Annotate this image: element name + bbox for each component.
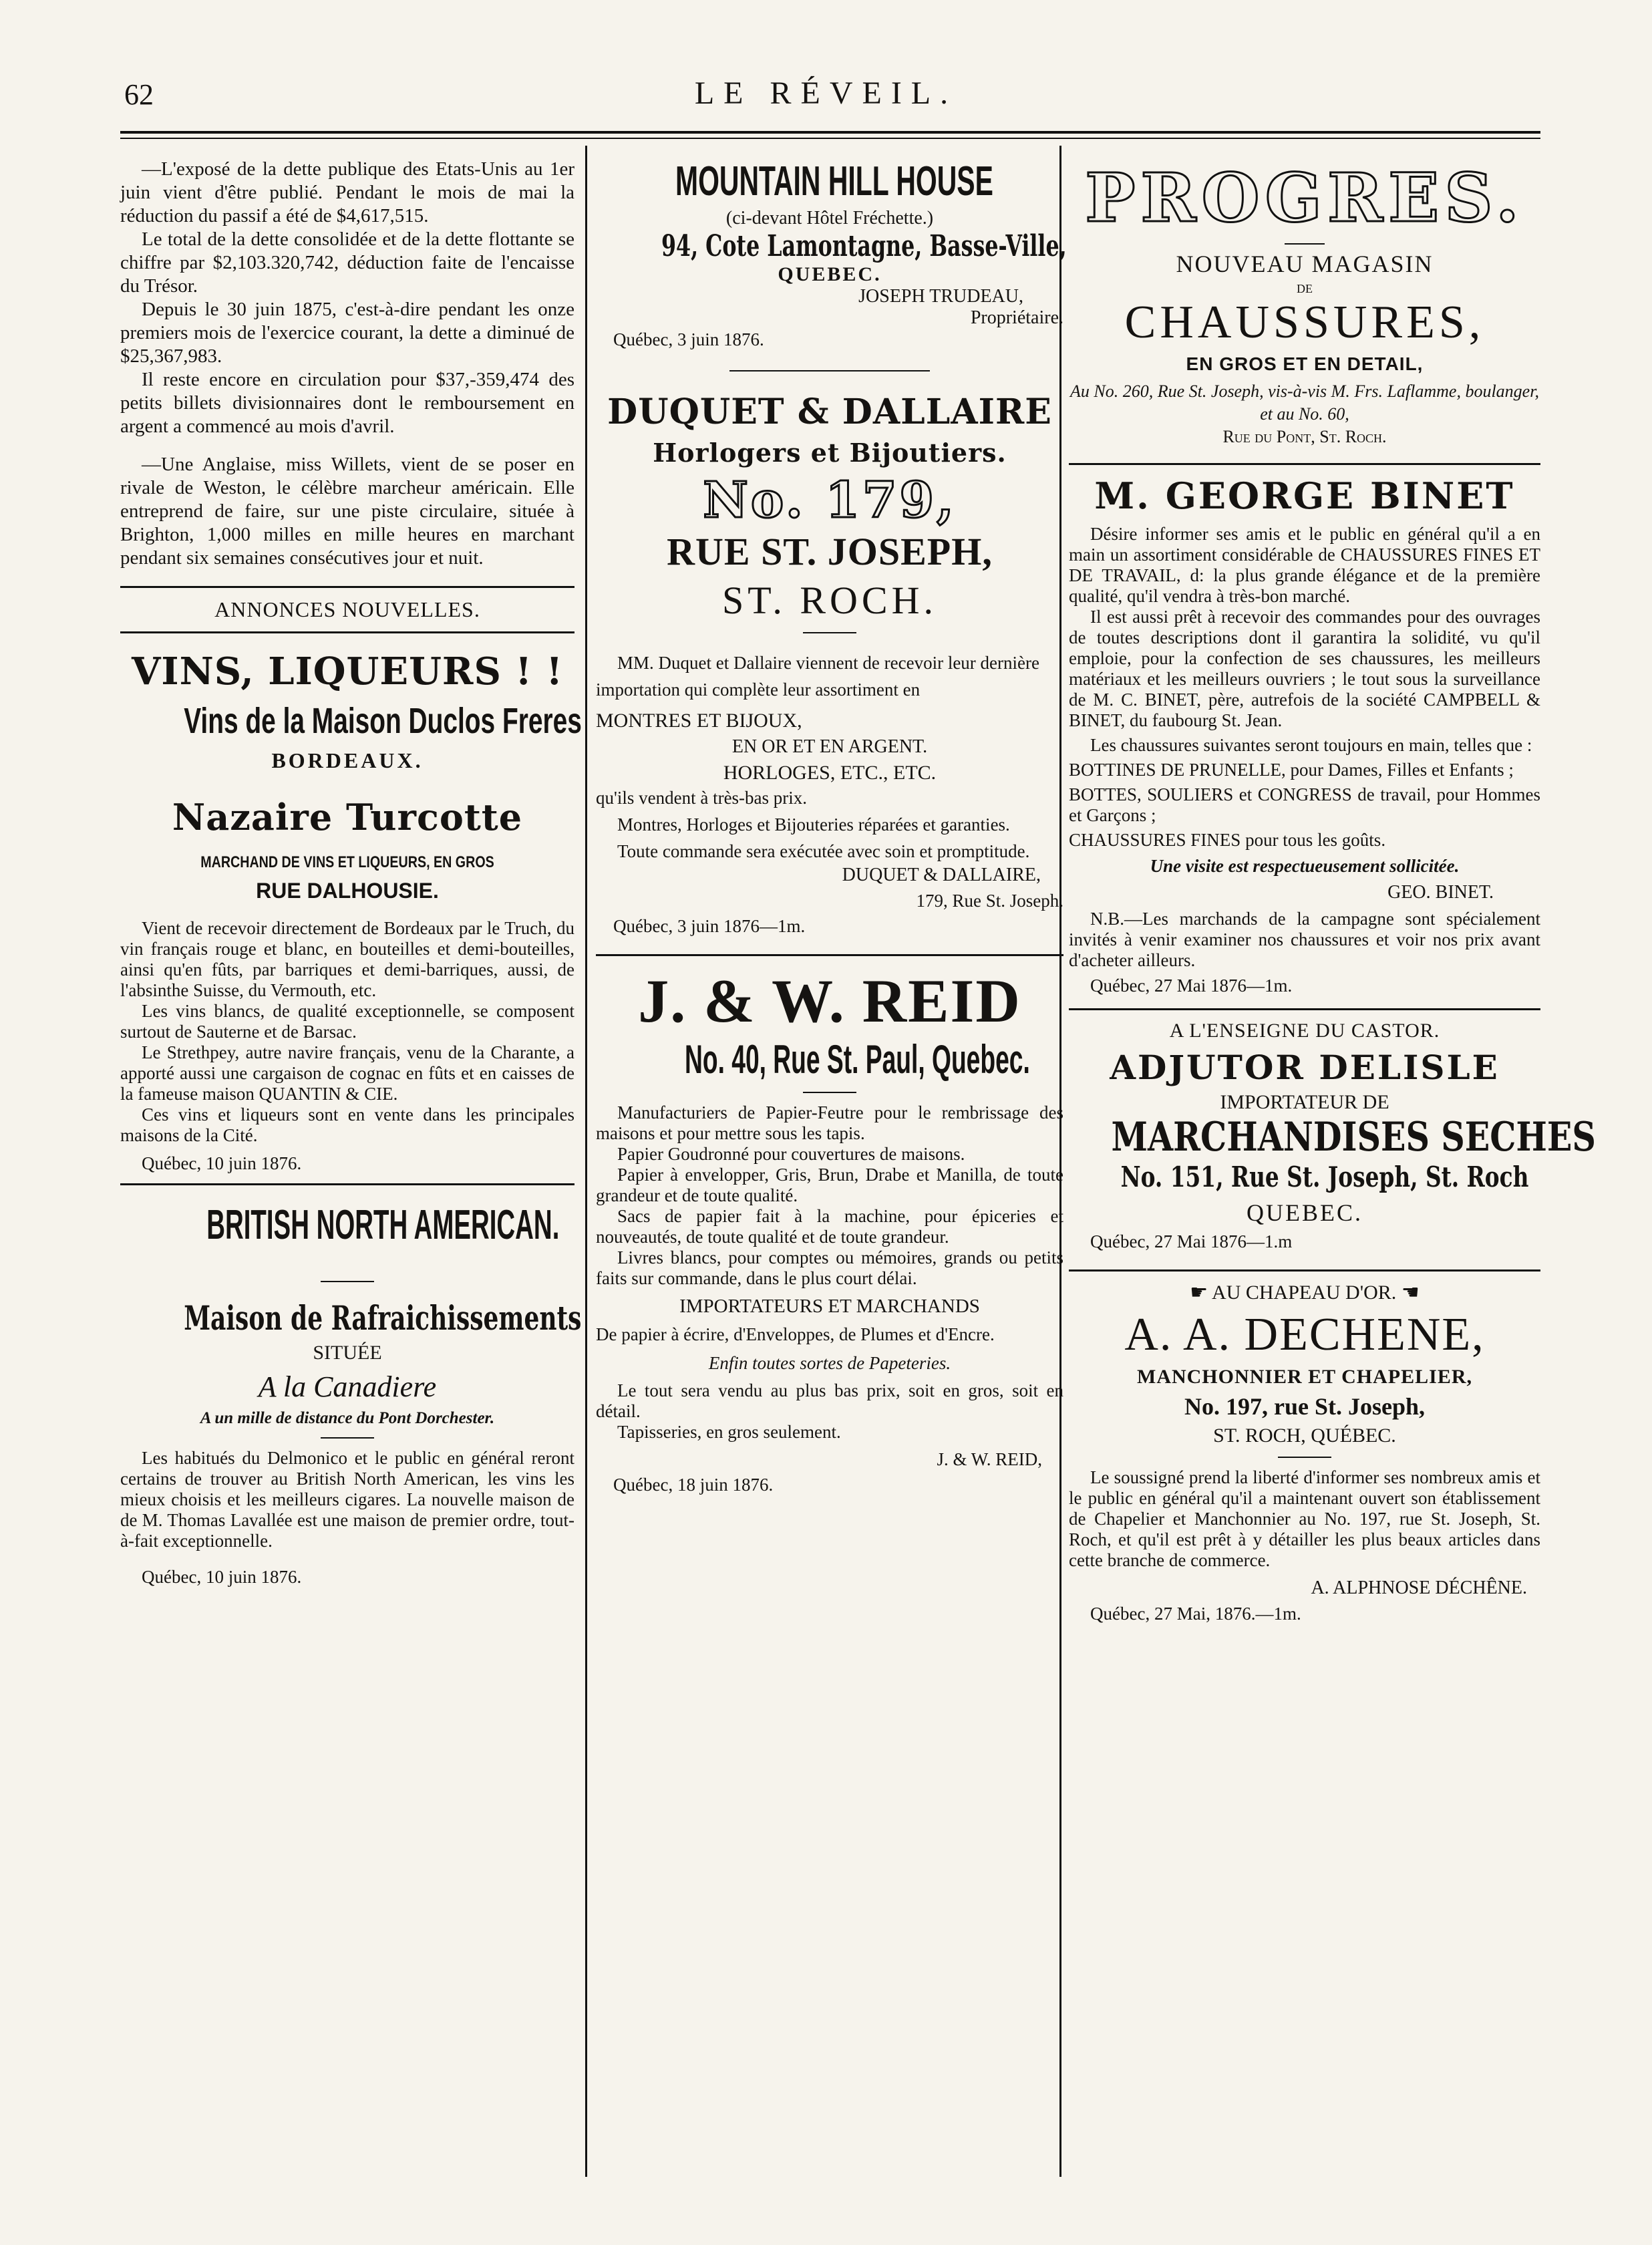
duquet-paragraph: qu'ils vendent à très-bas prix. [596, 788, 808, 808]
duquet-date: Québec, 3 juin 1876—1m. [613, 916, 806, 936]
nazaire-name: Nazaire Turcotte [172, 796, 523, 839]
duquet-street: RUE ST. JOSEPH, [667, 530, 993, 573]
reid-paragraph: Papier à envelopper, Gris, Brun, Drabe et Manilla, de toute grandeur et de toute qualité. [596, 1165, 1063, 1205]
binet-list-item: CHAUSSURES FINES pour tous les goûts. [1069, 830, 1386, 850]
nouveau-magasin: NOUVEAU MAGASIN [1176, 251, 1434, 277]
bna-situee: SITUÉE [313, 1342, 382, 1364]
news-paragraph: —L'exposé de la dette publique des Etats-Unis au 1er juin vient d'être publié. Pendant le mois de mai la réduction du passif a été de $4,617,515. [120, 158, 574, 227]
nazaire-paragraph: Les vins blancs, de qualité exceptionnelle, se composent surtout de Sauterne et de Barsac. [120, 1001, 574, 1042]
column-rule-left [585, 146, 587, 2177]
dechene-date: Québec, 27 Mai, 1876.—1m. [1090, 1604, 1301, 1624]
section-divider [120, 586, 574, 588]
bna-maison: Maison de Rafraichissements [184, 1298, 582, 1338]
mountain-hill-role: Propriétaire. [970, 307, 1063, 328]
dechene-name: A. A. DECHENE, [1124, 1309, 1485, 1360]
reid-paragraph: Tapisseries, en gros seulement. [617, 1422, 841, 1442]
dechene-sign: A. ALPHNOSE DÉCHÊNE. [1311, 1578, 1527, 1598]
binet-paragraph: Désire informer ses amis et le public en général qu'il a en main un assortiment considérable de CHAUSSURES FINES ET DE TRAVAIL, d: la plus grande élégance et de la première qualité, qu'il vendra à très-bon marché. [1069, 524, 1540, 606]
mountain-hill-city: QUEBEC. [778, 263, 882, 285]
column-right [1069, 158, 1596, 1624]
newspaper-title: LE RÉVEIL. [694, 76, 958, 111]
section-divider [1069, 1008, 1540, 1010]
delisle-marchandises: MARCHANDISES SECHES [1111, 1114, 1596, 1161]
binet-date: Québec, 27 Mai 1876—1m. [1090, 976, 1293, 996]
section-divider [596, 954, 1063, 956]
reid-paragraph: Livres blancs, pour comptes ou mémoires, grands ou petits faits sur commande, dans le plus court délai. [596, 1247, 1063, 1288]
vins-title: VINS, LIQUEURS ! ! [131, 649, 564, 694]
duquet-paragraph: Montres, Horloges et Bijouteries réparées et garanties. [617, 814, 1010, 835]
reid-title: J. & W. REID [638, 967, 1021, 1035]
short-divider [1285, 243, 1325, 245]
header-rule-thin [120, 138, 1540, 139]
reid-paragraph: Papier Goudronné pour couvertures de maisons. [617, 1144, 965, 1164]
reid-paragraph: De papier à écrire, d'Enveloppes, de Plumes et d'Encre. [596, 1324, 995, 1344]
nazaire-paragraph: Vient de recevoir directement de Bordeaux par le Truch, du vin français rouge et blanc, en bouteilles et demi-bouteilles, ainsi qu'en fûts, par barriques et demi-barriques, aussi, de l'absinthe Suisse, du Vermouth, etc. [120, 918, 574, 1000]
nazaire-paragraph: Ces vins et liqueurs sont en vente dans les principales maisons de la Cité. [120, 1104, 574, 1145]
duquet-district: ST. ROCH. [721, 579, 938, 622]
duquet-number: No. 179, [703, 472, 957, 529]
mountain-hill-title: MOUNTAIN HILL HOUSE [675, 158, 993, 204]
delisle-address: No. 151, Rue St. Joseph, St. Roch [1120, 1161, 1529, 1193]
column-middle [596, 158, 1067, 1495]
column-left [120, 158, 582, 1588]
castor-heading: A L'ENSEIGNE DU CASTOR. [1169, 1020, 1440, 1042]
reid-paragraph: Enfin toutes sortes de Papeteries. [708, 1353, 951, 1373]
dechene-city: ST. ROCH, QUÉBEC. [1213, 1425, 1396, 1447]
binet-paragraph: Les chaussures suivantes seront toujours en main, telles que : [1090, 735, 1532, 755]
chaussures-heading: CHAUSSURES, [1124, 297, 1485, 348]
progres-address: Rue du Pont, St. Roch. [1222, 427, 1387, 446]
page-number: 62 [124, 78, 154, 111]
mountain-hill-address: 94, Cote Lamontagne, Basse-Ville, [661, 229, 1067, 263]
duquet-line: MONTRES ET BIJOUX, [596, 710, 802, 732]
nazaire-trade: MARCHAND DE VINS ET LIQUEURS, EN GROS [200, 853, 494, 871]
pointing-hand-right-icon: ☚ [1401, 1282, 1420, 1304]
news-paragraph: Depuis le 30 juin 1875, c'est-à-dire pendant les onze premiers mois de l'exercice courant, la dette a diminué de $25,367,983. [120, 299, 574, 367]
short-divider [321, 1437, 374, 1439]
reid-heading: IMPORTATEURS ET MARCHANDS [679, 1296, 980, 1317]
reid-sign: J. & W. REID, [937, 1449, 1042, 1469]
nazaire-street: RUE DALHOUSIE. [256, 879, 439, 903]
duquet-sign-address: 179, Rue St. Joseph. [916, 891, 1063, 911]
nazaire-date: Québec, 10 juin 1876. [142, 1153, 302, 1173]
dechene-paragraph: Le soussigné prend la liberté d'informer ses nombreux amis et le public en général qu'il a maintenant ouvert son établissement de Chapelier et Manchonnier au No. 197, rue St. Joseph, St. Roch, et qu'il est prêt à y détailler les plus beaux articles dans cette branche de commerce. [1069, 1467, 1540, 1570]
binet-sign: GEO. BINET. [1387, 882, 1494, 903]
dechene-trade: MANCHONNIER ET CHAPELIER, [1137, 1366, 1472, 1388]
binet-visite: Une visite est respectueusement sollicitée. [1150, 856, 1460, 876]
duquet-trade: Horlogers et Bijoutiers. [653, 438, 1007, 468]
short-divider [803, 632, 856, 633]
short-divider [729, 370, 930, 371]
duquet-sign: DUQUET & DALLAIRE, [842, 865, 1041, 885]
progres-address: Au No. 260, Rue St. Joseph, vis-à-vis M. Frs. Laflamme, boulanger, et au No. 60, [1070, 382, 1539, 424]
duquet-title: DUQUET & DALLAIRE [607, 392, 1052, 432]
delisle-importateur: IMPORTATEUR DE [1220, 1091, 1389, 1113]
news-paragraph: Il reste encore en circulation pour $37,-359,474 des petits billets divisionnaires dont le remboursement en argent a commencé au mois d'avril. [120, 369, 574, 437]
reid-address: No. 40, Rue St. Paul, Quebec. [685, 1037, 1030, 1082]
duquet-line: EN OR ET EN ARGENT. [731, 736, 928, 757]
reid-date: Québec, 18 juin 1876. [613, 1475, 774, 1495]
section-divider [1069, 463, 1540, 465]
delisle-name: ADJUTOR DELISLE [1110, 1048, 1500, 1087]
short-divider [1278, 1457, 1331, 1458]
reid-paragraph: Sacs de papier fait à la machine, pour épiceries et nouveautés, de toute qualité et de toute grandeur. [596, 1206, 1063, 1247]
pointing-hand-left-icon: ☛ [1190, 1282, 1208, 1304]
section-divider [1069, 1269, 1540, 1271]
bna-distance: A un mille de distance du Pont Dorchester. [200, 1409, 495, 1427]
duquet-line: HORLOGES, ETC., ETC. [723, 762, 937, 784]
mountain-hill-former: (ci-devant Hôtel Fréchette.) [725, 208, 934, 229]
nazaire-paragraph: Le Strethpey, autre navire français, venu de la Charante, a apporté aussi une cargaison de cognac en fûts et en caisses de la fameuse maison QUANTIN & CIE. [120, 1042, 574, 1104]
de-label: DE [1297, 282, 1313, 295]
duquet-paragraph: Toute commande sera exécutée avec soin et promptitude. [617, 841, 1030, 861]
mountain-hill-date: Québec, 3 juin 1876. [613, 329, 764, 349]
annonces-heading: ANNONCES NOUVELLES. [214, 597, 480, 621]
gros-detail: EN GROS ET EN DETAIL, [1186, 353, 1424, 374]
delisle-date: Québec, 27 Mai 1876—1.m [1090, 1231, 1293, 1251]
vins-city: BORDEAUX. [271, 748, 424, 772]
vins-subtitle: Vins de la Maison Duclos Freres [184, 701, 582, 741]
bna-date: Québec, 10 juin 1876. [142, 1567, 302, 1587]
bna-paragraph: Les habitués du Delmonico et le public en général reront certains de trouver au British North American, les vins les mieux choisis et les meilleurs cigares. La nouvelle maison de de M. Thomas Lavallée est une maison de premier ordre, tout-à-fait exceptionnelle. [120, 1448, 574, 1551]
binet-list-item: BOTTES, SOULIERS et CONGRESS de travail, pour Hommes et Garçons ; [1069, 784, 1540, 825]
delisle-city: QUEBEC. [1247, 1199, 1363, 1226]
bna-title: BRITISH NORTH AMERICAN. [206, 1202, 560, 1248]
reid-paragraph: Manufacturiers de Papier-Feutre pour le rembrissage des maisons et pour mettre sous les tapis. [596, 1102, 1063, 1143]
section-divider [120, 631, 574, 633]
mountain-hill-owner: JOSEPH TRUDEAU, [858, 286, 1023, 307]
news-paragraph: Le total de la dette consolidée et de la dette flottante se chiffre par $2,103.320,742, déduction faite de l'encaisse du Trésor. [120, 229, 574, 297]
section-divider [120, 1183, 574, 1185]
news-paragraph: —Une Anglaise, miss Willets, vient de se poser en rivale de Weston, le célèbre marcheur américain. Elle entreprend de faire, sur une piste circulaire, située à Brighton, 1,000 milles en mille heures en marchant pendant six semaines consécutives jour et nuit. [120, 454, 574, 569]
duquet-paragraph: MM. Duquet et Dallaire viennent de recevoir leur dernière importation qui complète leur assortiment en [596, 653, 1039, 700]
binet-paragraph: Il est aussi prêt à recevoir des commandes pour des ouvrages de toutes descriptions dont il garantira la solidité, vu qu'il emploie, pour la confection de ses chaussures, les meilleurs matériaux et les meilleurs ouvriers ; le tout sous la surveillance de M. C. BINET, père, autrefois de la société CAMPBELL & BINET, du faubourg St. Jean. [1069, 607, 1540, 730]
binet-nb: N.B.—Les marchands de la campagne sont spécialement invités à venir examiner nos chaussures et voir nos prix avant d'acheter ailleurs. [1069, 909, 1540, 970]
dechene-address: No. 197, rue St. Joseph, [1184, 1393, 1426, 1420]
short-divider [803, 1092, 856, 1093]
short-divider [321, 1281, 374, 1282]
binet-list-item: BOTTINES DE PRUNELLE, pour Dames, Filles et Enfants ; [1069, 760, 1514, 780]
bna-location: A la Canadiere [258, 1370, 437, 1403]
progres-title: PROGRES. [1085, 158, 1524, 237]
binet-title: M. GEORGE BINET [1094, 474, 1515, 517]
header-rule-thick [120, 131, 1540, 134]
chapeau-heading: ☛ AU CHAPEAU D'OR. ☚ [1190, 1282, 1420, 1304]
reid-paragraph: Le tout sera vendu au plus bas prix, soit en gros, soit en détail. [596, 1380, 1063, 1421]
